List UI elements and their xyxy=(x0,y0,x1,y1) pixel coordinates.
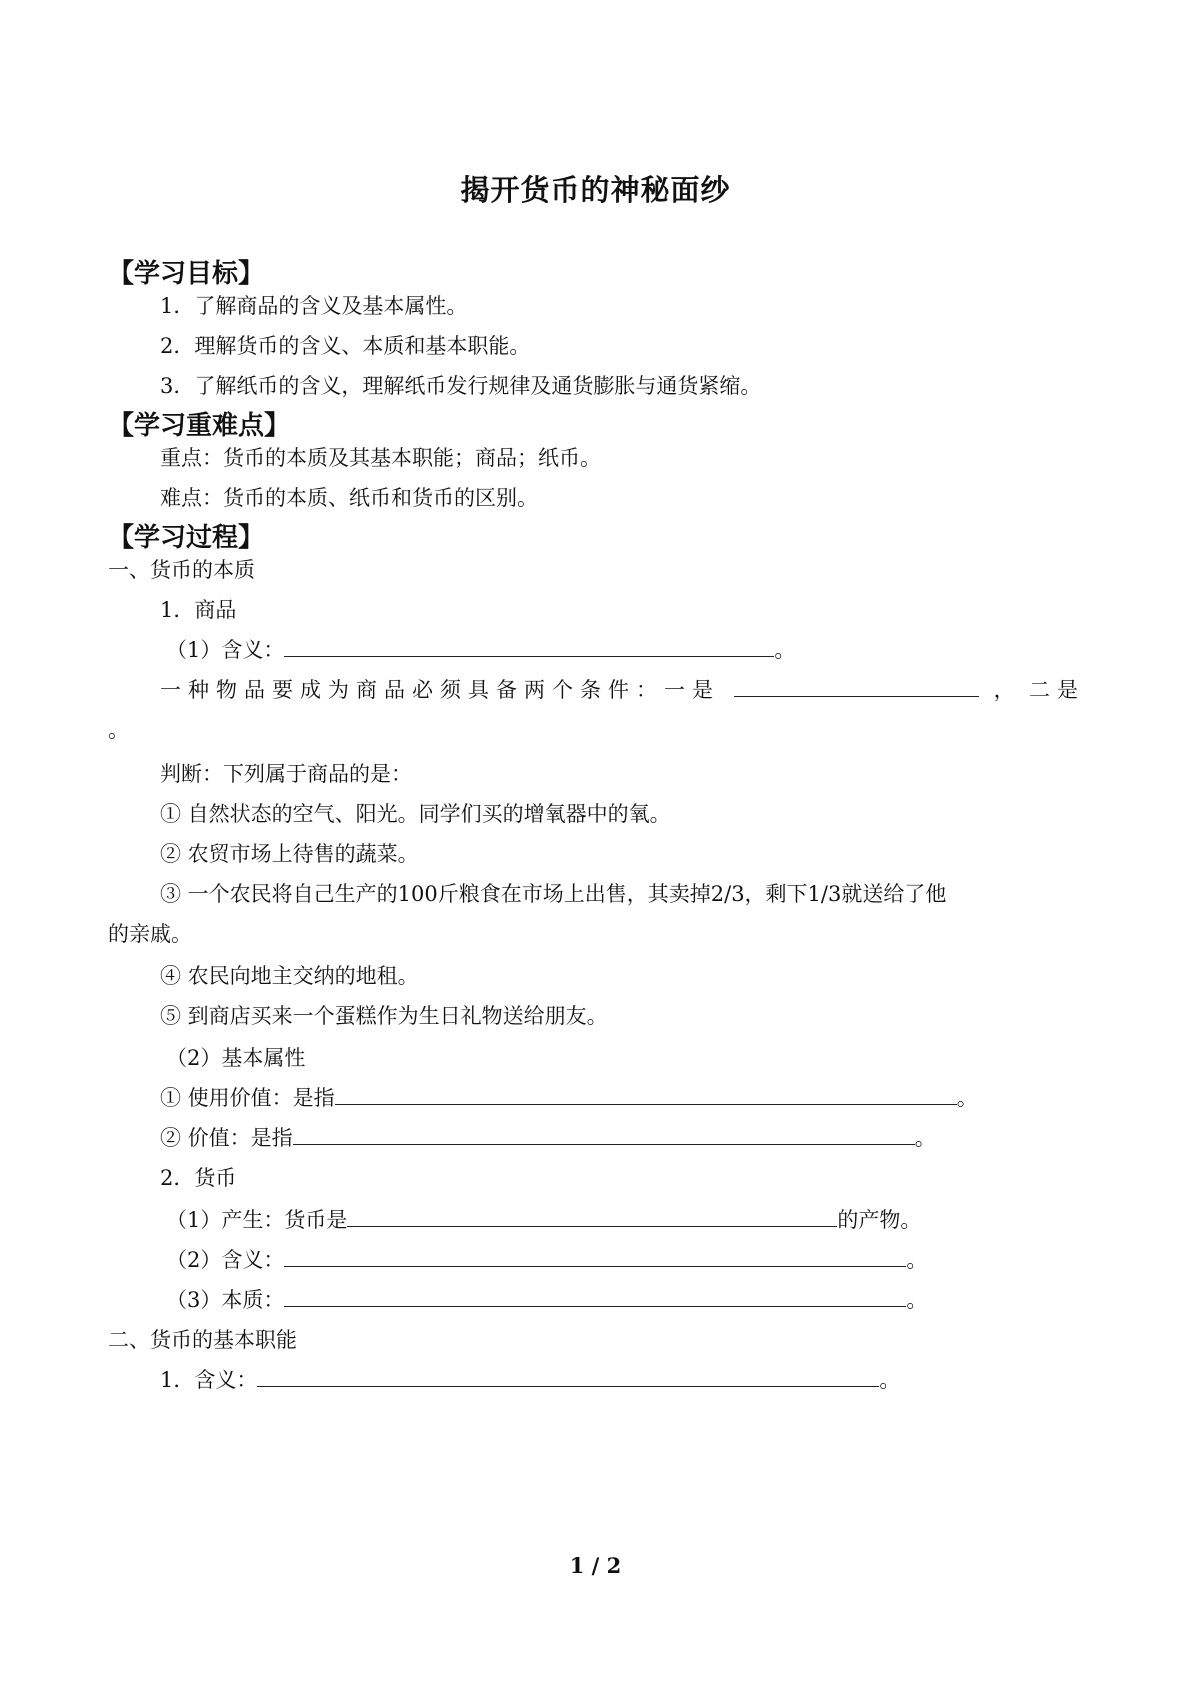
option-item: ④ 农民向地主交纳的地租。 xyxy=(160,964,419,988)
period: 。 xyxy=(774,638,796,662)
page-number: 1 / 2 xyxy=(569,1553,622,1578)
function-meaning-blank[interactable] xyxy=(257,1366,879,1387)
function-meaning-label: 1．含义： xyxy=(160,1368,258,1392)
difficulty-text: 难点：货币的本质、纸币和货币的区别。 xyxy=(160,486,538,510)
part-heading: 一、货币的本质 xyxy=(108,558,255,582)
section-heading-key-points: 【学习重难点】 xyxy=(108,411,291,441)
goal-item: 3．了解纸币的含义，理解纸币发行规律及通货膨胀与通货紧缩。 xyxy=(160,374,762,398)
money-meaning-row xyxy=(166,1246,927,1274)
condition-blank-1[interactable] xyxy=(734,676,979,697)
money-meaning-blank[interactable] xyxy=(284,1246,906,1267)
subsection-heading: 2．货币 xyxy=(160,1166,237,1190)
origin-label: （1）产生：货币是 xyxy=(166,1208,348,1232)
period: 。 xyxy=(906,1288,928,1312)
page-title: 揭开货币的神秘面纱 xyxy=(460,173,731,207)
meaning-row xyxy=(166,636,795,664)
origin-blank[interactable] xyxy=(347,1206,837,1227)
option-item: ③ 一个农民将自己生产的100斤粮食在市场上出售，其卖掉2/3，剩下1/3就送给了他 xyxy=(160,882,947,906)
use-value-label: ① 使用价值：是指 xyxy=(160,1086,335,1110)
period: 。 xyxy=(879,1368,901,1392)
condition-end: 。 xyxy=(108,718,129,742)
value-row xyxy=(160,1124,936,1152)
focus-text: 重点：货币的本质及其基本职能；商品；纸币。 xyxy=(160,446,601,470)
origin-row xyxy=(166,1206,921,1234)
money-essence-blank[interactable] xyxy=(284,1286,906,1307)
money-essence-row xyxy=(166,1286,927,1314)
condition-text: 一种物品要成为商品必须具备两个条件：一是 xyxy=(160,678,720,702)
period: 。 xyxy=(914,1126,936,1150)
use-value-blank[interactable] xyxy=(335,1084,957,1105)
option-item-continued: 的亲戚。 xyxy=(108,922,192,946)
value-blank[interactable] xyxy=(293,1124,915,1145)
section-heading-goals: 【学习目标】 xyxy=(108,259,265,289)
attributes-heading: （2）基本属性 xyxy=(166,1046,306,1070)
period: 。 xyxy=(956,1086,978,1110)
function-meaning-row xyxy=(160,1366,900,1394)
use-value-row xyxy=(160,1084,978,1112)
money-essence-label: （3）本质： xyxy=(166,1288,285,1312)
judge-prompt: 判断：下列属于商品的是： xyxy=(160,762,412,786)
value-label: ② 价值：是指 xyxy=(160,1126,293,1150)
condition-row xyxy=(160,676,1085,704)
goal-item: 1．了解商品的含义及基本属性。 xyxy=(160,294,468,318)
subsection-heading: 1．商品 xyxy=(160,598,237,622)
section-heading-process: 【学习过程】 xyxy=(108,523,265,553)
part-heading: 二、货币的基本职能 xyxy=(108,1328,297,1352)
condition-comma: ， xyxy=(993,678,1015,702)
option-item: ② 农贸市场上待售的蔬菜。 xyxy=(160,842,419,866)
option-item: ① 自然状态的空气、阳光。同学们买的增氧器中的氧。 xyxy=(160,802,671,826)
origin-suffix: 的产物。 xyxy=(837,1208,922,1232)
meaning-label: （1）含义： xyxy=(166,638,285,662)
option-item: ⑤ 到商店买来一个蛋糕作为生日礼物送给朋友。 xyxy=(160,1004,608,1028)
meaning-blank[interactable] xyxy=(284,636,774,657)
goal-item: 2．理解货币的含义、本质和基本职能。 xyxy=(160,334,531,358)
money-meaning-label: （2）含义： xyxy=(166,1248,285,1272)
condition-two: 二是 xyxy=(1028,678,1085,702)
period: 。 xyxy=(906,1248,928,1272)
